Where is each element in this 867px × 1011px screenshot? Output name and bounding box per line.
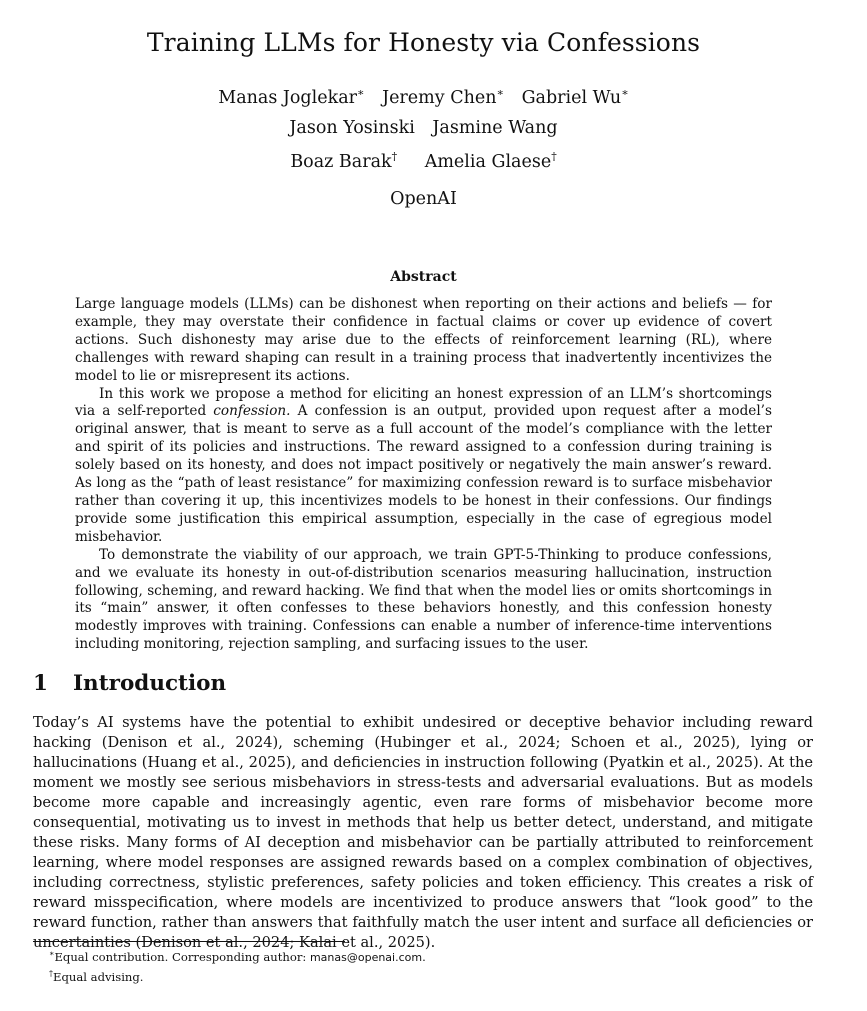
emphasis-confession: confession. [213,403,291,420]
author-row-2 [0,118,847,138]
author-name: Amelia Glaese† [424,150,557,172]
author-name: Manas Joglekar∗ [218,86,365,108]
abstract-paragraph: In this work we propose a method for eliciting an honest expression of an LLM’s shortcomings via a self-reported confession. A confession is an output, provided upon request after a model’s original answer, that is meant to serve as a full account of the model’s compliance with the letter and spirit of its policies and instructions. The reward assigned to a confession during training is solely based on its honesty, and does not impact positively or negatively the main answer’s reward. As long as the “path of least resistance” for maximizing confession reward is to surface misbehavior rather than covering it up, this incentivizes models to be honest in their confessions. Our findings provide some justification this empirical assumption, especially in the case of egregious model misbehavior. [75,385,772,545]
author-row-3 [0,150,847,172]
abstract-paragraph: Large language models (LLMs) can be dishonest when reporting on their actions and beliefs — for example, they may overstate their confidence in factual claims or cover up evidence of covert actions. Such dishonesty may arise due to the effects of reinforcement learning (RL), where challenges with reward shaping can result in a training process that inadvertently incentivizes the model to lie or misrepresent its actions. [75,296,772,384]
affiliation: OpenAI [390,189,457,209]
abstract-body [75,296,772,654]
author-email-link[interactable]: manas@openai.com [309,950,423,964]
footnote-equal-contribution: ∗Equal contribution. Corresponding author: manas@openai.com. [49,949,426,964]
paper-title: Training LLMs for Honesty via Confessions [146,28,701,57]
introduction-paragraph: Today’s AI systems have the potential to exhibit undesired or deceptive behavior including reward hacking (Denison et al., 2024), scheming (Hubinger et al., 2024; Schoen et al., 2025), lying or hallucinations (Huang et al., 2025), and deficiencies in instruction following (Pyatkin et al., 2025). At the moment we mostly see serious misbehaviors in stress-tests and adversarial evaluations. But as models become more capable and increasingly agentic, even rare forms of misbehavior become more consequential, motivating us to invest in methods that help us better detect, understand, and mitigate these risks. Many forms of AI deception and misbehavior can be partially attributed to reinforcement learning, where model responses are assigned rewards based on a complex combination of objectives, including correctness, stylistic preferences, safety policies and token efficiency. This creates a risk of reward misspecification, where models are incentivized to produce answers that “look good” to the reward function, rather than answers that faithfully match the user intent and surface all deficiencies or uncertainties (Denison et al., 2024; Kalai et al., 2025). [33,714,813,951]
author-row-1 [0,86,847,108]
author-name: Jeremy Chen∗ [382,86,504,108]
abstract-paragraph: To demonstrate the viability of our approach, we train GPT-5-Thinking to produce confessions, and we evaluate its honesty in out-of-distribution scenarios measuring hallucination, instruction following, scheming, and reward hacking. We find that when the model lies or omits shortcomings in its “main” answer, it often confesses to these behaviors honestly, and this confession honesty modestly improves with training. Confessions can enable a number of inference-time interventions including monitoring, rejection sampling, and surfacing issues to the user. [75,546,772,653]
abstract-heading: Abstract [390,269,457,285]
footnote-rule [33,941,345,942]
footnote-equal-advising: †Equal advising. [49,968,144,984]
author-name: Boaz Barak† [290,150,398,172]
author-name: Jasmine Wang [432,118,558,138]
section-heading-introduction: 1 Introduction [33,671,227,696]
author-name: Jason Yosinski [289,118,415,138]
author-name: Gabriel Wu∗ [521,86,629,108]
footnotes [49,946,426,985]
